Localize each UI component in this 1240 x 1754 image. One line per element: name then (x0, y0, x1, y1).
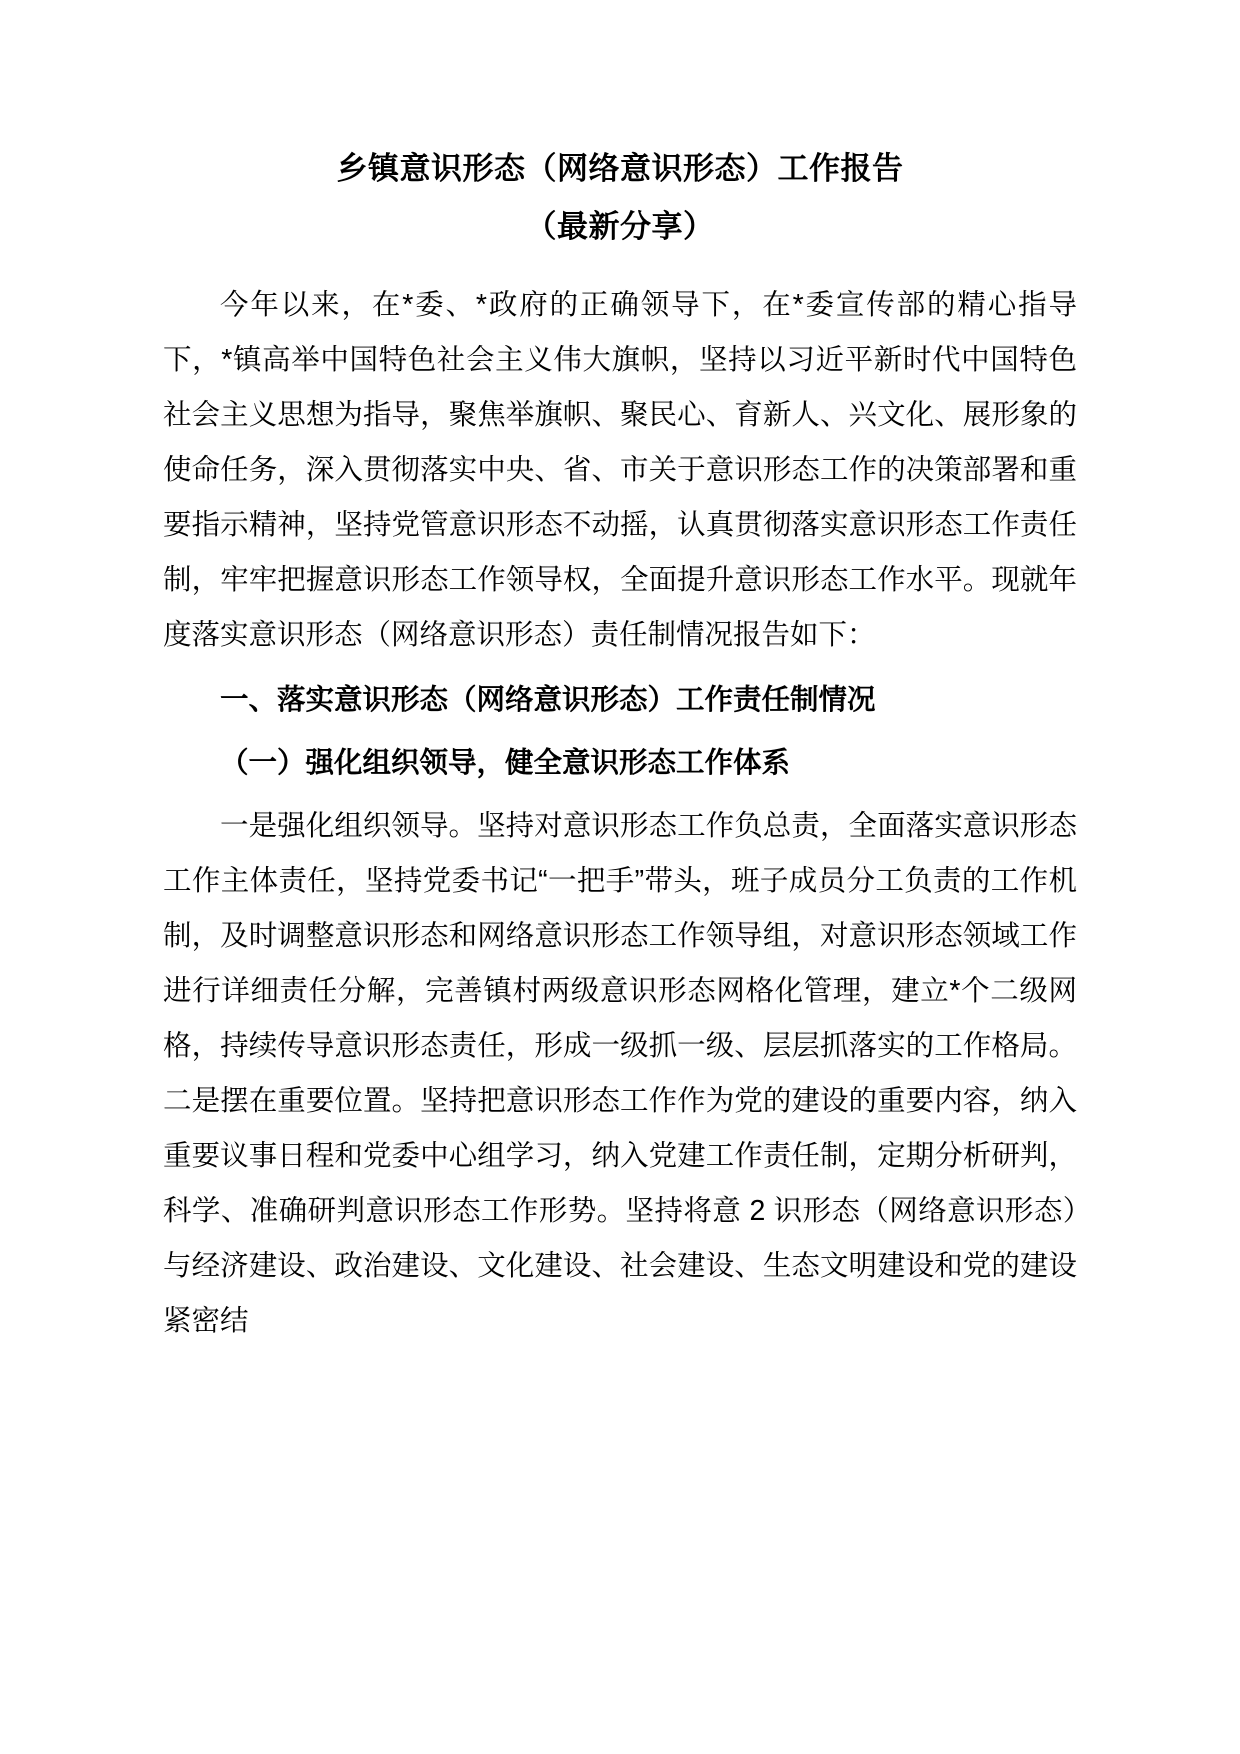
document-content (163, 0, 1077, 1349)
intro-paragraph: 今年以来，在*委、*政府的正确领导下，在*委宣传部的精心指导下，*镇高举中国特色社会主义伟大旗帜，坚持以习近平新时代中国特色社会主义思想为指导，聚焦举旗帜、聚民心、育新人、兴文化、展形象的使命任务，深入贯彻落实中央、省、市关于意识形态工作的决策部署和重要指示精神，坚持党管意识形态不动摇，认真贯彻落实意识形态工作责任制，牢牢把握意识形态工作领导权，全面提升意识形态工作水平。现就年度落实意识形态（网络意识形态）责任制情况报告如下： (163, 288, 1077, 651)
page-subtitle: （最新分享） (525, 208, 715, 244)
page-title: 乡镇意识形态（网络意识形态）工作报告 (336, 151, 904, 186)
subsection-heading-1-1: （一）强化组织领导，健全意识形态工作体系 (220, 746, 791, 779)
section-one-body-paragraph: 一是强化组织领导。坚持对意识形态工作负总责，全面落实意识形态工作主体责任，坚持党委书记“一把手”带头，班子成员分工负责的工作机制，及时调整意识形态和网络意识形态工作领导组，对意识形态领域工作进行详细责任分解，完善镇村两级意识形态网格化管理，建立*个二级网格，持续传导意识形态责任，形成一级抓一级、层层抓落实的工作格局。二是摆在重要位置。坚持把意识形态工作作为党的建设的重要内容，纳入重要议事日程和党委中心组学习，纳入党建工作责任制，定期分析研判，科学、准确研判意识形态工作形势。坚持将意 2 识形态（网络意识形态）与经济建设、政治建设、文化建设、社会建设、生态文明建设和党的建设紧密结 (163, 809, 1077, 1337)
section-heading-1: 一、落实意识形态（网络意识形态）工作责任制情况 (220, 683, 876, 716)
